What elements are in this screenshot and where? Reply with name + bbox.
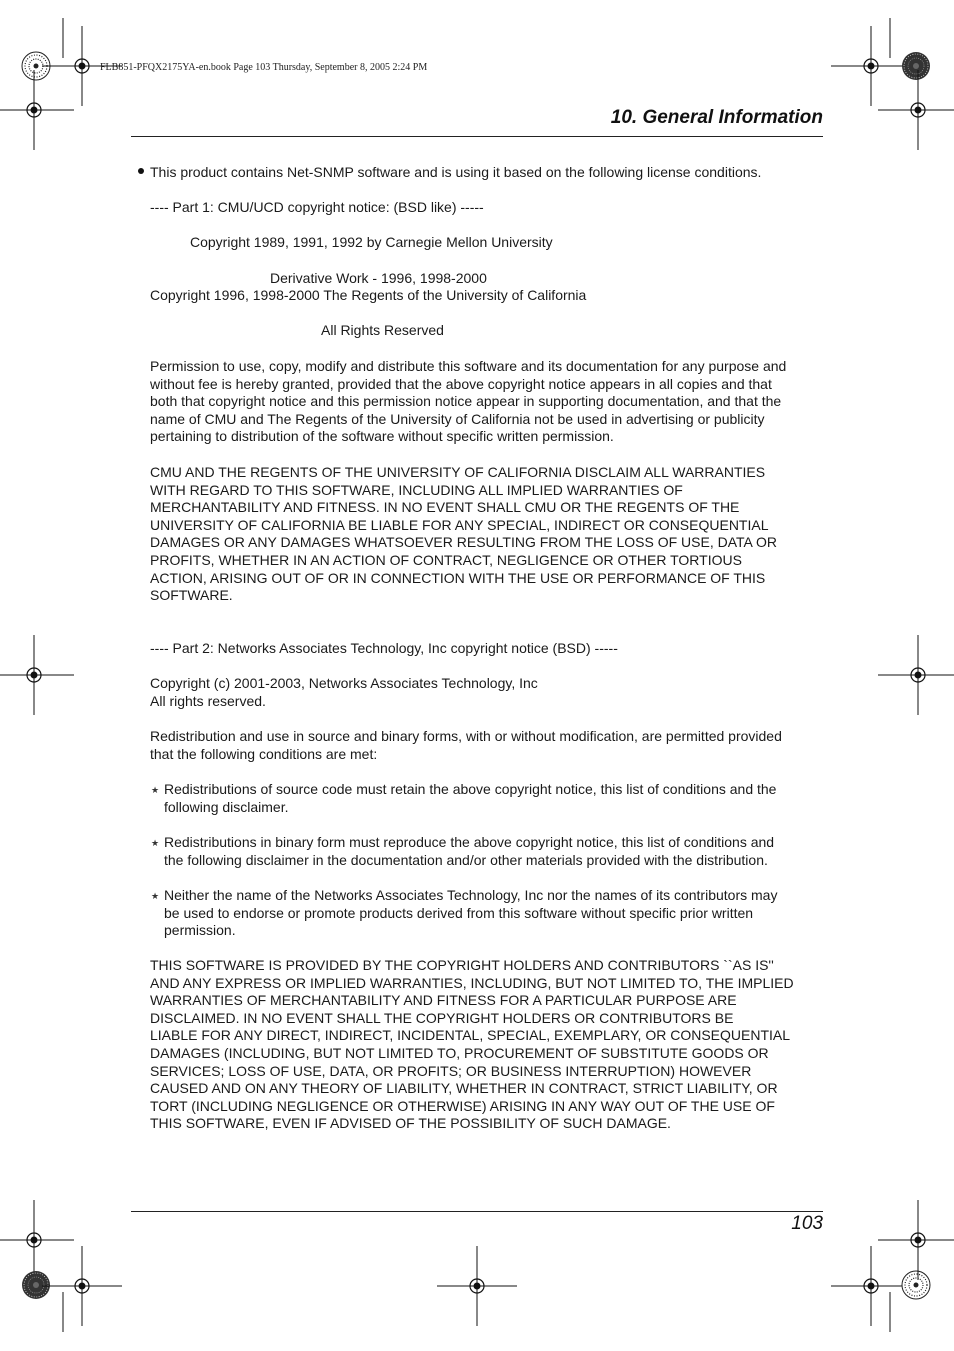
crossmark-bottom-right-b bbox=[878, 1200, 954, 1280]
crossmark-bottom-left-b bbox=[0, 1200, 74, 1280]
crossmark-top-left-b bbox=[0, 70, 74, 150]
book-file-info: FLB851-PFQX2175YA-en.book Page 103 Thursday, September 8, 2005 2:24 PM bbox=[100, 62, 428, 73]
starwheel-mark-top-right bbox=[902, 52, 930, 80]
star-bullet-icon: ★ bbox=[151, 785, 160, 795]
paragraph-line: without fee is hereby granted, provided that the above copyright notice appears in all copies and that bbox=[150, 375, 772, 392]
crossmark-bottom-left-a bbox=[42, 1246, 122, 1326]
crossmark-bottom-center bbox=[437, 1246, 517, 1326]
part1-copyright-cmu: Copyright 1989, 1991, 1992 by Carnegie Mellon University bbox=[190, 234, 553, 250]
condition-line: following disclaimer. bbox=[164, 798, 289, 815]
paragraph-line: CMU AND THE REGENTS OF THE UNIVERSITY OF CALIFORNIA DISCLAIM ALL WARRANTIES bbox=[150, 464, 766, 480]
paragraph-line: pertaining to distribution of the software without specific written permission. bbox=[150, 428, 614, 445]
paragraph-line: UNIVERSITY OF CALIFORNIA BE LIABLE FOR ANY SPECIAL, INDIRECT OR CONSEQUENTIAL bbox=[150, 516, 769, 533]
paragraph-line: that the following conditions are met: bbox=[150, 745, 378, 762]
crossmark-top-right-b bbox=[878, 70, 954, 150]
star-bullet-icon: ★ bbox=[151, 891, 160, 901]
condition-line: Neither the name of the Networks Associates Technology, Inc nor the names of its contributors may bbox=[164, 887, 778, 903]
paragraph-line: Redistribution and use in source and binary forms, with or without modification, are permitted provided bbox=[150, 728, 782, 744]
paragraph-line: MERCHANTABILITY AND FITNESS. IN NO EVENT SHALL CMU OR THE REGENTS OF THE bbox=[150, 499, 740, 516]
paragraph-line: DAMAGES (INCLUDING, BUT NOT LIMITED TO, PROCUREMENT OF SUBSTITUTE GOODS OR bbox=[150, 1044, 769, 1061]
paragraph-line: Permission to use, copy, modify and distribute this software and its documentation for any purpose and bbox=[150, 358, 787, 374]
part2-redistribution-paragraph bbox=[150, 728, 782, 763]
condition-item bbox=[164, 834, 774, 869]
paragraph-line: DAMAGES OR ANY DAMAGES WHATSOEVER RESULTING FROM THE LOSS OF USE, DATA OR bbox=[150, 534, 777, 551]
part2-heading: ---- Part 2: Networks Associates Technology, Inc copyright notice (BSD) ----- bbox=[150, 640, 618, 656]
part1-derivative: Derivative Work - 1996, 1998-2000 bbox=[270, 270, 487, 286]
paragraph-line: THIS SOFTWARE, EVEN IF ADVISED OF THE POSSIBILITY OF SUCH DAMAGE. bbox=[150, 1115, 671, 1132]
condition-line: Redistributions in binary form must reproduce the above copyright notice, this list of conditions and bbox=[164, 834, 775, 850]
part1-copyright-uc: Copyright 1996, 1998-2000 The Regents of the University of California bbox=[150, 287, 587, 303]
paragraph-line: LIABLE FOR ANY DIRECT, INDIRECT, INCIDENTAL, SPECIAL, EXEMPLARY, OR CONSEQUENTIAL bbox=[150, 1027, 791, 1044]
paragraph-line: WARRANTIES OF MERCHANTABILITY AND FITNESS FOR A PARTICULAR PURPOSE ARE bbox=[150, 992, 737, 1009]
page-number: 103 bbox=[791, 1213, 823, 1234]
intro-text: This product contains Net-SNMP software and is using it based on the following license conditions. bbox=[150, 164, 762, 180]
condition-line: Redistributions of source code must retain the above copyright notice, this list of conditions and the bbox=[164, 781, 777, 797]
condition-item bbox=[164, 781, 776, 816]
part1-heading: ---- Part 1: CMU/UCD copyright notice: (BSD like) ----- bbox=[150, 199, 484, 215]
crossmark-top-right-a bbox=[831, 26, 911, 106]
part1-disclaimer-paragraph bbox=[150, 464, 777, 605]
condition-line: be used to endorse or promote products derived from this software without specific prior written bbox=[164, 904, 754, 921]
part2-disclaimer-paragraph bbox=[150, 957, 794, 1133]
paragraph-line: name of CMU and The Regents of the University of California not be used in advertising or publicity bbox=[150, 410, 765, 427]
condition-line: the following disclaimer in the documentation and/or other materials provided with the distribution. bbox=[164, 851, 768, 868]
bullet-dot bbox=[138, 168, 144, 174]
part1-permission-paragraph bbox=[150, 358, 786, 446]
condition-line: permission. bbox=[164, 922, 236, 939]
header-rule bbox=[131, 136, 823, 137]
paragraph-line: AND ANY EXPRESS OR IMPLIED WARRANTIES, INCLUDING, BUT NOT LIMITED TO, THE IMPLIED bbox=[150, 974, 794, 991]
paragraph-line: THIS SOFTWARE IS PROVIDED BY THE COPYRIGHT HOLDERS AND CONTRIBUTORS ``AS IS'' bbox=[150, 957, 774, 973]
paragraph-line: both that copyright notice and this permission notice appear in supporting documentation, and that the bbox=[150, 393, 782, 410]
crossmark-middle-right bbox=[878, 635, 954, 715]
starwheel-mark-bottom-left bbox=[22, 1271, 50, 1299]
paragraph-line: SERVICES; LOSS OF USE, DATA, OR PROFITS; OR BUSINESS INTERRUPTION) HOWEVER bbox=[150, 1062, 752, 1079]
paragraph-line: ACTION, ARISING OUT OF OR IN CONNECTION WITH THE USE OR PERFORMANCE OF THIS bbox=[150, 569, 766, 586]
paragraph-line: TORT (INCLUDING NEGLIGENCE OR OTHERWISE) ARISING IN ANY WAY OUT OF THE USE OF bbox=[150, 1097, 775, 1114]
part2-copyright: Copyright (c) 2001-2003, Networks Associates Technology, Inc bbox=[150, 675, 538, 691]
paragraph-line: CAUSED AND ON ANY THEORY OF LIABILITY, WHETHER IN CONTRACT, STRICT LIABILITY, OR bbox=[150, 1080, 778, 1097]
part1-rights: All Rights Reserved bbox=[321, 322, 444, 338]
paragraph-line: DISCLAIMED. IN NO EVENT SHALL THE COPYRIGHT HOLDERS OR CONTRIBUTORS BE bbox=[150, 1009, 734, 1026]
star-bullet-icon: ★ bbox=[151, 838, 160, 848]
crossmark-bottom-right-a bbox=[831, 1246, 911, 1326]
paragraph-line: PROFITS, WHETHER IN AN ACTION OF CONTRACT, NEGLIGENCE OR OTHER TORTIOUS bbox=[150, 551, 742, 568]
page-title: 10. General Information bbox=[610, 107, 823, 128]
part2-rights: All rights reserved. bbox=[150, 693, 266, 709]
crossmark-middle-left bbox=[0, 635, 74, 715]
footer-rule bbox=[131, 1211, 823, 1212]
condition-item bbox=[164, 887, 777, 940]
starwheel-mark-bottom-right bbox=[902, 1271, 930, 1299]
paragraph-line: SOFTWARE. bbox=[150, 587, 233, 604]
paragraph-line: WITH REGARD TO THIS SOFTWARE, INCLUDING ALL IMPLIED WARRANTIES OF bbox=[150, 481, 683, 498]
